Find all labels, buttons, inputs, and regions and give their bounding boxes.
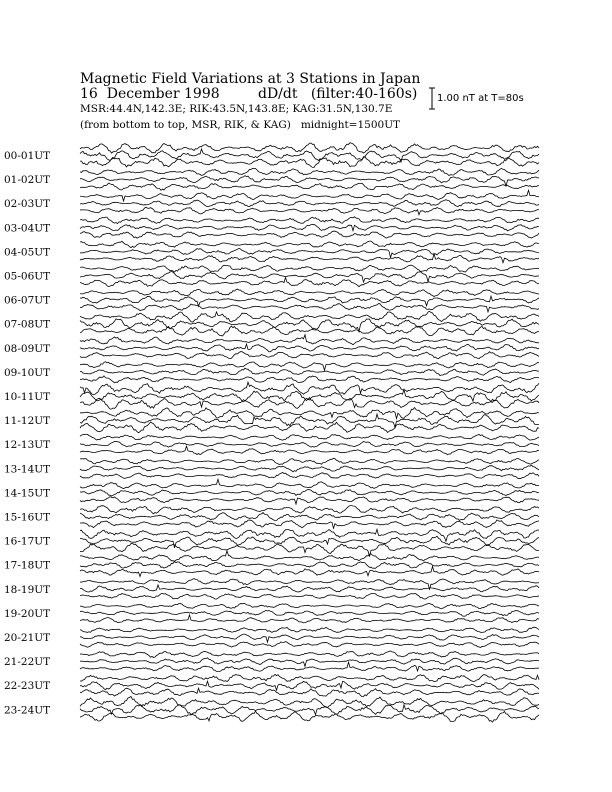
- trace-RIK: [80, 441, 539, 447]
- trace-MSR: [80, 446, 539, 455]
- trace-KAG: [80, 217, 539, 224]
- row-label: 22-23UT: [4, 680, 51, 693]
- hour-row-11-12UT: [4, 408, 539, 433]
- row-label: 15-16UT: [4, 511, 51, 524]
- trace-KAG: [80, 603, 539, 608]
- trace-MSR: [80, 544, 539, 557]
- trace-MSR: [80, 254, 539, 263]
- trace-RIK: [80, 513, 539, 521]
- row-label: 11-12UT: [4, 415, 51, 428]
- trace-RIK: [80, 705, 539, 715]
- trace-MSR: [80, 231, 539, 238]
- trace-RIK: [80, 368, 539, 375]
- trace-RIK: [80, 319, 539, 332]
- row-label: 08-09UT: [4, 342, 51, 355]
- row-label: 07-08UT: [4, 318, 51, 331]
- row-label: 18-19UT: [4, 583, 51, 596]
- hour-row-09-10UT: [4, 362, 539, 383]
- row-label: 03-04UT: [4, 222, 51, 235]
- hour-row-22-23UT: [4, 674, 539, 696]
- hour-row-03-04UT: [4, 217, 539, 238]
- hour-row-05-06UT: [4, 265, 539, 287]
- trace-KAG: [80, 168, 539, 175]
- row-label: 16-17UT: [4, 535, 51, 548]
- row-label: 14-15UT: [4, 487, 51, 500]
- hour-row-19-20UT: [4, 603, 539, 623]
- hour-row-23-24UT: [4, 697, 539, 723]
- trace-KAG: [80, 674, 539, 681]
- trace-RIK: [80, 681, 539, 690]
- trace-RIK: [80, 389, 539, 402]
- trace-KAG: [80, 265, 539, 272]
- trace-RIK: [80, 176, 539, 187]
- trace-MSR: [80, 473, 539, 479]
- trace-RIK: [80, 536, 539, 548]
- row-label: 19-20UT: [4, 607, 51, 620]
- trace-KAG: [80, 506, 539, 514]
- stacking-order-note: (from bottom to top, MSR, RIK, & KAG) midnight=1500UT: [80, 119, 401, 131]
- hour-row-06-07UT: [4, 289, 539, 312]
- trace-MSR: [80, 520, 539, 528]
- trace-RIK: [80, 200, 539, 207]
- trace-KAG: [80, 382, 539, 395]
- hour-row-07-08UT: [4, 311, 539, 336]
- hour-row-00-01UT: [4, 143, 539, 168]
- row-label: 01-02UT: [4, 174, 51, 187]
- trace-KAG: [80, 434, 539, 440]
- hour-row-12-13UT: [4, 434, 539, 455]
- trace-MSR: [80, 711, 539, 722]
- trace-KAG: [80, 335, 539, 345]
- hour-row-13-14UT: [4, 458, 539, 478]
- trace-KAG: [80, 362, 539, 371]
- row-label: 23-24UT: [4, 704, 51, 717]
- row-label: 04-05UT: [4, 246, 51, 259]
- trace-KAG: [80, 311, 539, 322]
- trace-MSR: [80, 326, 539, 336]
- scale-bar-label: 1.00 nT at T=80s: [437, 93, 524, 104]
- row-label: 13-14UT: [4, 463, 51, 476]
- chart-date: 16 December 1998: [80, 86, 220, 102]
- component-filter-label: dD/dt (filter:40-160s): [258, 86, 418, 102]
- trace-RIK: [80, 658, 539, 667]
- trace-KAG: [80, 190, 539, 201]
- trace-MSR: [80, 207, 539, 215]
- trace-MSR: [80, 376, 539, 383]
- hour-row-02-03UT: [4, 190, 539, 215]
- row-label: 02-03UT: [4, 198, 51, 211]
- trace-RIK: [80, 465, 539, 471]
- trace-RIK: [80, 610, 539, 616]
- hour-row-21-22UT: [4, 651, 539, 672]
- trace-KAG: [80, 479, 539, 488]
- hour-row-08-09UT: [4, 335, 539, 359]
- trace-RIK: [80, 344, 539, 352]
- hour-rows: [4, 143, 539, 722]
- hour-row-14-15UT: [4, 479, 539, 504]
- row-label: 09-10UT: [4, 366, 51, 379]
- trace-MSR: [80, 593, 539, 599]
- trace-MSR: [80, 422, 539, 433]
- row-label: 00-01UT: [4, 150, 51, 162]
- hour-row-20-21UT: [4, 627, 539, 647]
- row-label: 06-07UT: [4, 294, 51, 307]
- trace-RIK: [80, 490, 539, 497]
- chart-title: Magnetic Field Variations at 3 Stations in Japan: [80, 71, 421, 87]
- hour-row-10-11UT: [4, 382, 539, 409]
- trace-MSR: [80, 183, 539, 190]
- trace-RIK: [80, 296, 539, 306]
- trace-MSR: [80, 497, 539, 504]
- scale-bar: [429, 88, 435, 109]
- trace-MSR: [80, 662, 539, 671]
- trace-RIK: [80, 224, 539, 231]
- row-label: 21-22UT: [4, 656, 51, 669]
- trace-KAG: [80, 697, 539, 708]
- trace-RIK: [80, 634, 539, 642]
- trace-KAG: [80, 458, 539, 464]
- trace-KAG: [80, 551, 539, 562]
- station-coordinates: MSR:44.4N,142.3E; RIK:43.5N,143.8E; KAG:31.5N,130.7E: [80, 103, 393, 115]
- trace-RIK: [80, 272, 539, 283]
- trace-MSR: [80, 352, 539, 359]
- row-label: 10-11UT: [4, 391, 51, 403]
- trace-MSR: [80, 688, 539, 696]
- trace-MSR: [80, 304, 539, 312]
- row-label: 05-06UT: [4, 270, 51, 283]
- trace-KAG: [80, 627, 539, 632]
- hour-row-17-18UT: [4, 551, 539, 577]
- trace-MSR: [80, 566, 539, 576]
- trace-RIK: [80, 248, 539, 257]
- trace-RIK: [80, 562, 539, 569]
- trace-MSR: [80, 615, 539, 623]
- trace-KAG: [80, 651, 539, 658]
- trace-KAG: [80, 143, 539, 153]
- trace-MSR: [80, 642, 539, 648]
- trace-KAG: [80, 241, 539, 248]
- trace-KAG: [80, 408, 539, 419]
- hour-row-04-05UT: [4, 241, 539, 263]
- hour-row-18-19UT: [4, 579, 539, 600]
- hour-row-16-17UT: [4, 529, 539, 556]
- trace-MSR: [80, 157, 539, 168]
- trace-MSR: [80, 278, 539, 287]
- trace-KAG: [80, 289, 539, 296]
- hour-row-01-02UT: [4, 168, 539, 190]
- trace-RIK: [80, 585, 539, 592]
- row-label: 17-18UT: [4, 559, 51, 572]
- row-label: 20-21UT: [4, 632, 51, 644]
- row-label: 12-13UT: [4, 439, 51, 452]
- hour-row-15-16UT: [4, 506, 539, 529]
